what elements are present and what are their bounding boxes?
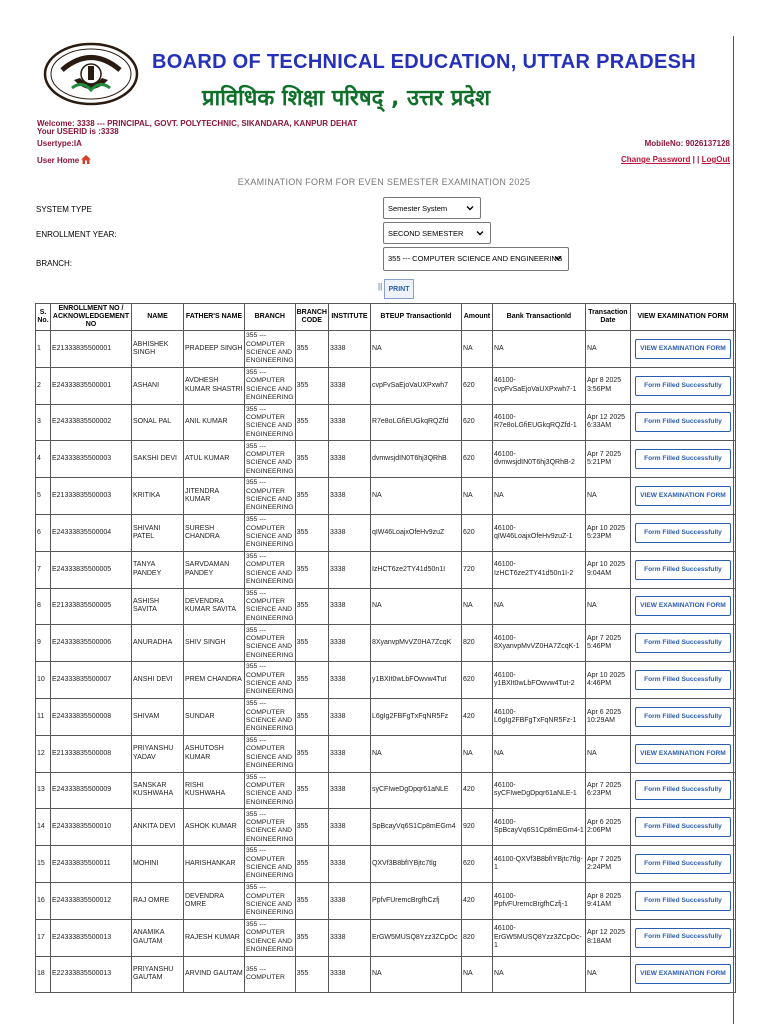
action-cell — [630, 367, 735, 404]
father-name-cell: HARISHANKAR — [184, 846, 245, 883]
serial-cell: 12 — [36, 735, 51, 772]
name-cell: MOHINI — [132, 846, 184, 883]
institute-cell: 3338 — [328, 331, 370, 368]
enrollment-cell: E21333835500001 — [51, 331, 132, 368]
link-separator: | | — [692, 155, 700, 164]
account-links — [621, 155, 730, 164]
col-header: Amount — [461, 304, 492, 331]
col-header: BRANCH CODE — [295, 304, 328, 331]
branch-code-cell: 355 — [295, 698, 328, 735]
amount-cell: 420 — [461, 882, 492, 919]
transaction-date-cell: Apr 8 2025 9:41AM — [585, 882, 630, 919]
branch-code-cell: 355 — [295, 331, 328, 368]
bteup-transaction-cell: SpBcayVq6S1Cp8mEGm4 — [370, 809, 461, 846]
father-name-cell: PRADEEP SINGH — [184, 331, 245, 368]
branch-cell: 355 --- COMPUTER SCIENCE AND ENGINEERING — [245, 404, 296, 441]
father-name-cell: PREM CHANDRA — [184, 662, 245, 699]
branch-cell: 355 --- COMPUTER SCIENCE AND ENGINEERING — [245, 478, 296, 515]
amount-cell: 620 — [461, 514, 492, 551]
action-cell — [630, 662, 735, 699]
form-filled-successfully-button[interactable]: Form Filled Successfully — [635, 449, 731, 469]
view-examination-form-button[interactable]: VIEW EXAMINATION FORM — [635, 486, 731, 506]
branch-code-cell: 355 — [295, 404, 328, 441]
table-row — [36, 919, 736, 956]
name-cell: TANYA PANDEY — [132, 551, 184, 588]
up-state-emblem-icon — [42, 40, 140, 112]
table-row — [36, 625, 736, 662]
branch-code-cell: 355 — [295, 735, 328, 772]
amount-cell: 420 — [461, 772, 492, 809]
action-cell — [630, 514, 735, 551]
enrollment-cell: E24333835500004 — [51, 514, 132, 551]
action-cell — [630, 956, 735, 993]
enrollment-year-select[interactable] — [383, 222, 491, 244]
branch-cell: 355 --- COMPUTER SCIENCE AND ENGINEERING — [245, 625, 296, 662]
serial-cell: 6 — [36, 514, 51, 551]
name-cell: RAJ OMRE — [132, 882, 184, 919]
amount-cell: NA — [461, 956, 492, 993]
bteup-transaction-cell: L6gIg2FBFgTxFqNR5Fz — [370, 698, 461, 735]
amount-cell: 620 — [461, 662, 492, 699]
action-cell — [630, 331, 735, 368]
serial-cell: 17 — [36, 919, 51, 956]
enrollment-cell: E24333835500012 — [51, 882, 132, 919]
institute-cell: 3338 — [328, 588, 370, 625]
enrollment-cell: E24333835500009 — [51, 772, 132, 809]
transaction-date-cell: NA — [585, 956, 630, 993]
action-cell — [630, 551, 735, 588]
chevron-down-icon — [466, 204, 474, 212]
institute-cell: 3338 — [328, 551, 370, 588]
institute-cell: 3338 — [328, 662, 370, 699]
enrollment-cell: E24333835500005 — [51, 551, 132, 588]
form-filled-successfully-button[interactable]: Form Filled Successfully — [635, 780, 731, 800]
form-filled-successfully-button[interactable]: Form Filled Successfully — [635, 707, 731, 727]
bank-transaction-cell: NA — [492, 478, 585, 515]
serial-cell: 3 — [36, 404, 51, 441]
institute-cell: 3338 — [328, 809, 370, 846]
institute-cell: 3338 — [328, 404, 370, 441]
name-cell: SONAL PAL — [132, 404, 184, 441]
table-row — [36, 514, 736, 551]
branch-code-cell: 355 — [295, 772, 328, 809]
bank-transaction-cell: NA — [492, 956, 585, 993]
father-name-cell: ARVIND GAUTAM — [184, 956, 245, 993]
form-filled-successfully-button[interactable]: Form Filled Successfully — [635, 854, 731, 874]
father-name-cell: JITENDRA KUMAR — [184, 478, 245, 515]
serial-cell: 10 — [36, 662, 51, 699]
form-filled-successfully-button[interactable]: Form Filled Successfully — [635, 633, 731, 653]
home-icon — [81, 155, 91, 164]
branch-cell: 355 --- COMPUTER SCIENCE AND ENGINEERING — [245, 698, 296, 735]
amount-cell: 620 — [461, 846, 492, 883]
enrollment-year-label: ENROLLMENT YEAR: — [36, 230, 117, 239]
print-button[interactable]: PRINT — [384, 279, 414, 299]
col-header: ENROLLMENT NO / ACKNOWLEDGEMENT NO — [51, 304, 132, 331]
serial-cell: 11 — [36, 698, 51, 735]
col-header: S. No. — [36, 304, 51, 331]
table-row — [36, 441, 736, 478]
enrollment-cell: E24333835500006 — [51, 625, 132, 662]
form-filled-successfully-button[interactable]: Form Filled Successfully — [635, 670, 731, 690]
name-cell: ABHISHEK SINGH — [132, 331, 184, 368]
branch-cell: 355 --- COMPUTER SCIENCE AND ENGINEERING — [245, 441, 296, 478]
institute-cell: 3338 — [328, 772, 370, 809]
form-filled-successfully-button[interactable]: Form Filled Successfully — [635, 928, 731, 948]
father-name-cell: ANIL KUMAR — [184, 404, 245, 441]
branch-cell: 355 --- COMPUTER SCIENCE AND ENGINEERING — [245, 882, 296, 919]
table-row — [36, 772, 736, 809]
transaction-date-cell: NA — [585, 735, 630, 772]
name-cell: ANURADHA — [132, 625, 184, 662]
bank-transaction-cell: NA — [492, 588, 585, 625]
bank-transaction-cell: 46100-L6gIg2FBFgTxFqNR5Fz-1 — [492, 698, 585, 735]
branch-code-cell: 355 — [295, 809, 328, 846]
transaction-date-cell: Apr 7 2025 5:46PM — [585, 625, 630, 662]
table-row — [36, 956, 736, 993]
col-header: FATHER'S NAME — [184, 304, 245, 331]
bank-transaction-cell: 46100-IzHCT6ze2TY41d50n1I-2 — [492, 551, 585, 588]
enrollment-year-value: SECOND SEMESTER — [388, 229, 464, 238]
table-row — [36, 809, 736, 846]
amount-cell: NA — [461, 588, 492, 625]
system-type-select[interactable] — [383, 197, 481, 219]
name-cell: ANSHI DEVI — [132, 662, 184, 699]
table-row — [36, 662, 736, 699]
action-cell — [630, 625, 735, 662]
form-title: EXAMINATION FORM FOR EVEN SEMESTER EXAMINATION 2025 — [237, 177, 531, 187]
bank-transaction-cell: 46100-QXVf3B8bfIYBjtc7tlg-1 — [492, 846, 585, 883]
transaction-date-cell: NA — [585, 331, 630, 368]
serial-cell: 4 — [36, 441, 51, 478]
form-filled-successfully-button[interactable]: Form Filled Successfully — [635, 817, 731, 837]
col-header: Bank TransactionId — [492, 304, 585, 331]
name-cell: ASHISH SAVITA — [132, 588, 184, 625]
serial-cell: 2 — [36, 367, 51, 404]
view-examination-form-button[interactable]: VIEW EXAMINATION FORM — [635, 744, 731, 764]
system-type-label: SYSTEM TYPE — [36, 205, 92, 214]
branch-code-cell: 355 — [295, 441, 328, 478]
branch-cell: 355 --- COMPUTER — [245, 956, 296, 993]
branch-cell: 355 --- COMPUTER SCIENCE AND ENGINEERING — [245, 514, 296, 551]
bank-transaction-cell: NA — [492, 331, 585, 368]
amount-cell: 820 — [461, 625, 492, 662]
col-header: BTEUP TransactionId — [370, 304, 461, 331]
transaction-date-cell: Apr 8 2025 3:56PM — [585, 367, 630, 404]
name-cell: ANAMIKA GAUTAM — [132, 919, 184, 956]
serial-cell: 5 — [36, 478, 51, 515]
welcome-text: Welcome: 3338 --- PRINCIPAL, GOVT. POLYTECHNIC, SIKANDARA, KANPUR DEHAT — [37, 119, 358, 128]
institute-cell: 3338 — [328, 698, 370, 735]
transaction-date-cell: Apr 12 2025 8:18AM — [585, 919, 630, 956]
institute-cell: 3338 — [328, 956, 370, 993]
father-name-cell: AVDHESH KUMAR SHASTRI — [184, 367, 245, 404]
branch-code-cell: 355 — [295, 956, 328, 993]
branch-code-cell: 355 — [295, 367, 328, 404]
transaction-date-cell: NA — [585, 478, 630, 515]
site-header — [0, 0, 733, 112]
logout-link[interactable]: LogOut — [701, 155, 730, 164]
chevron-down-icon — [554, 254, 562, 262]
father-name-cell: SUNDAR — [184, 698, 245, 735]
bteup-transaction-cell: qIW46LoajxOfeHv9zuZ — [370, 514, 461, 551]
bteup-transaction-cell: NA — [370, 331, 461, 368]
bteup-transaction-cell: PpfvFUremcBrgfhCzfj — [370, 882, 461, 919]
father-name-cell: SARVDAMAN PANDEY — [184, 551, 245, 588]
transaction-date-cell: Apr 7 2025 6:23PM — [585, 772, 630, 809]
institute-cell: 3338 — [328, 441, 370, 478]
name-cell: PRIYANSHU GAUTAM — [132, 956, 184, 993]
name-cell: KRITIKA — [132, 478, 184, 515]
branch-code-cell: 355 — [295, 919, 328, 956]
bteup-transaction-cell: dvmwsjdIN0T6hj3QRhB — [370, 441, 461, 478]
branch-code-cell: 355 — [295, 514, 328, 551]
branch-cell: 355 --- COMPUTER SCIENCE AND ENGINEERING — [245, 662, 296, 699]
branch-code-cell: 355 — [295, 588, 328, 625]
branch-select[interactable] — [383, 247, 569, 271]
serial-cell: 1 — [36, 331, 51, 368]
action-cell — [630, 809, 735, 846]
bteup-transaction-cell: QXVf3B8bfIYBjtc7tlg — [370, 846, 461, 883]
father-name-cell: RAJESH KUMAR — [184, 919, 245, 956]
enrollment-cell: E21333835500003 — [51, 478, 132, 515]
branch-code-cell: 355 — [295, 846, 328, 883]
transaction-date-cell: Apr 10 2025 4:46PM — [585, 662, 630, 699]
action-cell — [630, 588, 735, 625]
bank-transaction-cell: NA — [492, 735, 585, 772]
name-cell: SANSKAR KUSHWAHA — [132, 772, 184, 809]
father-name-cell: RISHI KUSHWAHA — [184, 772, 245, 809]
col-header: BRANCH — [245, 304, 296, 331]
enrollment-cell: E24333835500001 — [51, 367, 132, 404]
mobile-number: MobileNo: 9026137128 — [644, 139, 730, 148]
bteup-transaction-cell: syCFIweDgDpqr61aNLE — [370, 772, 461, 809]
amount-cell: 720 — [461, 551, 492, 588]
institute-cell: 3338 — [328, 919, 370, 956]
action-cell — [630, 441, 735, 478]
father-name-cell: DEVENDRA KUMAR SAVITA — [184, 588, 245, 625]
userid-text: Your USERID is :3338 — [37, 127, 119, 136]
enrollment-cell: E24333835500007 — [51, 662, 132, 699]
form-filled-successfully-button[interactable]: Form Filled Successfully — [635, 523, 731, 543]
transaction-date-cell: Apr 10 2025 9:04AM — [585, 551, 630, 588]
father-name-cell: ATUL KUMAR — [184, 441, 245, 478]
bank-transaction-cell: 46100-8XyanvpMvVZ0HA7ZcqK-1 — [492, 625, 585, 662]
usertype-text: Usertype:IA — [37, 139, 82, 148]
branch-cell: 355 --- COMPUTER SCIENCE AND ENGINEERING — [245, 735, 296, 772]
branch-code-cell: 355 — [295, 662, 328, 699]
table-row — [36, 735, 736, 772]
transaction-date-cell: Apr 7 2025 5:21PM — [585, 441, 630, 478]
serial-cell: 14 — [36, 809, 51, 846]
branch-label: BRANCH: — [36, 259, 73, 268]
amount-cell: 420 — [461, 698, 492, 735]
bank-transaction-cell: 46100-qIW46LoajxOfeHv9zuZ-1 — [492, 514, 585, 551]
system-type-value: Semester System — [388, 204, 448, 213]
user-home-link[interactable] — [37, 155, 91, 165]
branch-code-cell: 355 — [295, 625, 328, 662]
table-row — [36, 882, 736, 919]
col-header: VIEW EXAMINATION FORM — [630, 304, 735, 331]
branch-cell: 355 --- COMPUTER SCIENCE AND ENGINEERING — [245, 551, 296, 588]
table-row — [36, 367, 736, 404]
table-row — [36, 478, 736, 515]
name-cell: PRIYANSHU YADAV — [132, 735, 184, 772]
bank-transaction-cell: 46100-cvpFvSaEjoVaUXPxwh7-1 — [492, 367, 585, 404]
amount-cell: 620 — [461, 441, 492, 478]
bteup-transaction-cell: y1BXIt0wLbFOwvw4Tut — [370, 662, 461, 699]
branch-cell: 355 --- COMPUTER SCIENCE AND ENGINEERING — [245, 588, 296, 625]
branch-cell: 355 --- COMPUTER SCIENCE AND ENGINEERING — [245, 367, 296, 404]
amount-cell: 920 — [461, 809, 492, 846]
father-name-cell: ASHOK KUMAR — [184, 809, 245, 846]
father-name-cell: SHIV SINGH — [184, 625, 245, 662]
institute-cell: 3338 — [328, 846, 370, 883]
action-cell — [630, 919, 735, 956]
board-title-hindi: प्राविधिक शिक्षा परिषद् , उत्तर प्रदेश — [202, 86, 491, 111]
action-cell — [630, 735, 735, 772]
chevron-down-icon — [476, 229, 484, 237]
amount-cell: NA — [461, 478, 492, 515]
table-row — [36, 551, 736, 588]
amount-cell: 820 — [461, 919, 492, 956]
serial-cell: 18 — [36, 956, 51, 993]
col-header: NAME — [132, 304, 184, 331]
institute-cell: 3338 — [328, 514, 370, 551]
form-filled-successfully-button[interactable]: Form Filled Successfully — [635, 412, 731, 432]
serial-cell: 13 — [36, 772, 51, 809]
board-title-english: BOARD OF TECHNICAL EDUCATION, UTTAR PRADESH — [152, 51, 697, 73]
table-row — [36, 588, 736, 625]
father-name-cell: DEVENDRA OMRE — [184, 882, 245, 919]
form-filled-successfully-button[interactable]: Form Filled Successfully — [635, 891, 731, 911]
branch-cell: 355 --- COMPUTER SCIENCE AND ENGINEERING — [245, 331, 296, 368]
father-name-cell: ASHUTOSH KUMAR — [184, 735, 245, 772]
print-area — [378, 282, 410, 293]
form-filled-successfully-button[interactable]: Form Filled Successfully — [635, 376, 731, 396]
amount-cell: NA — [461, 331, 492, 368]
name-cell: SHIVANI PATEL — [132, 514, 184, 551]
institute-cell: 3338 — [328, 735, 370, 772]
branch-value: 355 --- COMPUTER SCIENCE AND ENGINEERING — [388, 254, 563, 263]
institute-cell: 3338 — [328, 625, 370, 662]
branch-code-cell: 355 — [295, 882, 328, 919]
enrollment-cell: E24333835500008 — [51, 698, 132, 735]
table-row — [36, 846, 736, 883]
enrollment-cell: E24333835500010 — [51, 809, 132, 846]
bteup-transaction-cell: R7e8oLGfiEUGkqRQZfd — [370, 404, 461, 441]
bteup-transaction-cell: NA — [370, 588, 461, 625]
amount-cell: 620 — [461, 367, 492, 404]
transaction-date-cell: Apr 7 2025 2:24PM — [585, 846, 630, 883]
bank-transaction-cell: 46100-y1BXIt0wLbFOwvw4Tut-2 — [492, 662, 585, 699]
bank-transaction-cell: 46100-syCFIweDgDpqr61aNLE-1 — [492, 772, 585, 809]
print-prefix: || — [378, 282, 383, 291]
transaction-date-cell: NA — [585, 588, 630, 625]
action-cell — [630, 882, 735, 919]
branch-cell: 355 --- COMPUTER SCIENCE AND ENGINEERING — [245, 809, 296, 846]
name-cell: ANKITA DEVI — [132, 809, 184, 846]
table-row — [36, 331, 736, 368]
institute-cell: 3338 — [328, 367, 370, 404]
branch-code-cell: 355 — [295, 478, 328, 515]
table-header-row — [36, 304, 736, 331]
action-cell — [630, 846, 735, 883]
name-cell: SAKSHI DEVI — [132, 441, 184, 478]
enrollment-cell: E24333835500003 — [51, 441, 132, 478]
transaction-date-cell: Apr 6 2025 2:06PM — [585, 809, 630, 846]
enrollment-cell: E24333835500002 — [51, 404, 132, 441]
action-cell — [630, 404, 735, 441]
bank-transaction-cell: 46100-PpfvFUremcBrgfhCzfj-1 — [492, 882, 585, 919]
bteup-transaction-cell: NA — [370, 478, 461, 515]
bank-transaction-cell: 46100-SpBcayVq6S1Cp8mEGm4-1 — [492, 809, 585, 846]
serial-cell: 15 — [36, 846, 51, 883]
action-cell — [630, 772, 735, 809]
transaction-date-cell: Apr 12 2025 6:33AM — [585, 404, 630, 441]
institute-cell: 3338 — [328, 882, 370, 919]
view-examination-form-button[interactable]: VIEW EXAMINATION FORM — [635, 596, 731, 616]
view-examination-form-button[interactable]: VIEW EXAMINATION FORM — [635, 964, 731, 984]
branch-code-cell: 355 — [295, 551, 328, 588]
branch-cell: 355 --- COMPUTER SCIENCE AND ENGINEERING — [245, 919, 296, 956]
amount-cell: 620 — [461, 404, 492, 441]
bteup-transaction-cell: IzHCT6ze2TY41d50n1I — [370, 551, 461, 588]
action-cell — [630, 478, 735, 515]
bank-transaction-cell: 46100-R7e8oLGfiEUGkqRQZfd-1 — [492, 404, 585, 441]
transaction-date-cell: Apr 10 2025 5:23PM — [585, 514, 630, 551]
father-name-cell: SURESH CHANDRA — [184, 514, 245, 551]
name-cell: SHIVAM — [132, 698, 184, 735]
serial-cell: 8 — [36, 588, 51, 625]
form-filled-successfully-button[interactable]: Form Filled Successfully — [635, 560, 731, 580]
enrollment-cell: E21333835500005 — [51, 588, 132, 625]
enrollment-cell: E21333835500008 — [51, 735, 132, 772]
view-examination-form-button[interactable]: VIEW EXAMINATION FORM — [635, 339, 731, 359]
table-row — [36, 698, 736, 735]
serial-cell: 9 — [36, 625, 51, 662]
bteup-transaction-cell: ErGW5MUSQ8Yzz3ZCpOc — [370, 919, 461, 956]
enrollment-cell: E24333835500013 — [51, 919, 132, 956]
change-password-link[interactable]: Change Password — [621, 155, 691, 164]
col-header: INSTITUTE — [328, 304, 370, 331]
action-cell — [630, 698, 735, 735]
bteup-transaction-cell: 8XyanvpMvVZ0HA7ZcqK — [370, 625, 461, 662]
enrollment-cell: E22333835500013 — [51, 956, 132, 993]
name-cell: ASHANI — [132, 367, 184, 404]
amount-cell: NA — [461, 735, 492, 772]
col-header: Transaction Date — [585, 304, 630, 331]
bank-transaction-cell: 46100-ErGW5MUSQ8Yzz3ZCpOc-1 — [492, 919, 585, 956]
examination-form-table — [35, 303, 736, 993]
bteup-transaction-cell: cvpFvSaEjoVaUXPxwh7 — [370, 367, 461, 404]
branch-cell: 355 --- COMPUTER SCIENCE AND ENGINEERING — [245, 846, 296, 883]
institute-cell: 3338 — [328, 478, 370, 515]
serial-cell: 16 — [36, 882, 51, 919]
bank-transaction-cell: 46100-dvmwsjdIN0T6hj3QRhB-2 — [492, 441, 585, 478]
transaction-date-cell: Apr 6 2025 10:29AM — [585, 698, 630, 735]
table-row — [36, 404, 736, 441]
bteup-transaction-cell: NA — [370, 735, 461, 772]
serial-cell: 7 — [36, 551, 51, 588]
enrollment-cell: E24333835500011 — [51, 846, 132, 883]
bteup-transaction-cell: NA — [370, 956, 461, 993]
branch-cell: 355 --- COMPUTER SCIENCE AND ENGINEERING — [245, 772, 296, 809]
user-home-label: User Home — [37, 156, 80, 165]
